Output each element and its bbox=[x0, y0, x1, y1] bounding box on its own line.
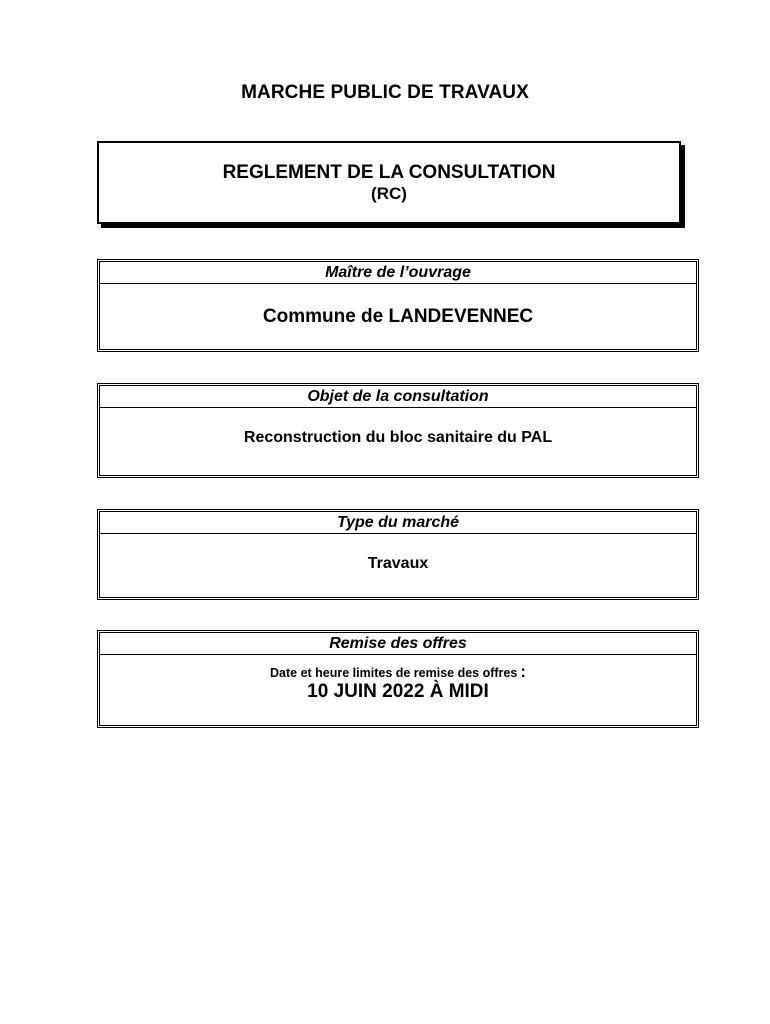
remise-offres-label: Remise des offres bbox=[100, 633, 696, 655]
type-marche-label: Type du marché bbox=[100, 512, 696, 534]
objet-consultation-value: Reconstruction du bloc sanitaire du PAL bbox=[243, 429, 553, 446]
rc-title-box bbox=[97, 141, 681, 224]
remise-deadline-colon: : bbox=[520, 662, 526, 681]
maitre-ouvrage-value: Commune de LANDEVENNEC bbox=[262, 306, 534, 327]
objet-consultation-label: Objet de la consultation bbox=[100, 386, 696, 408]
remise-offres-box bbox=[99, 632, 697, 726]
remise-deadline-label: Date et heure limites de remise des offres bbox=[270, 666, 518, 680]
document-title: MARCHE PUBLIC DE TRAVAUX bbox=[241, 82, 529, 103]
remise-deadline-value: 10 JUIN 2022 À MIDI bbox=[307, 681, 489, 702]
type-marche-value: Travaux bbox=[367, 555, 429, 572]
maitre-ouvrage-box bbox=[99, 261, 697, 350]
rc-abbreviation: (RC) bbox=[371, 184, 407, 203]
rc-heading: REGLEMENT DE LA CONSULTATION bbox=[222, 162, 556, 183]
remise-deadline-line bbox=[100, 664, 696, 681]
objet-consultation-box bbox=[99, 385, 697, 476]
maitre-ouvrage-label: Maître de l’ouvrage bbox=[100, 262, 696, 284]
type-marche-box bbox=[99, 511, 697, 598]
